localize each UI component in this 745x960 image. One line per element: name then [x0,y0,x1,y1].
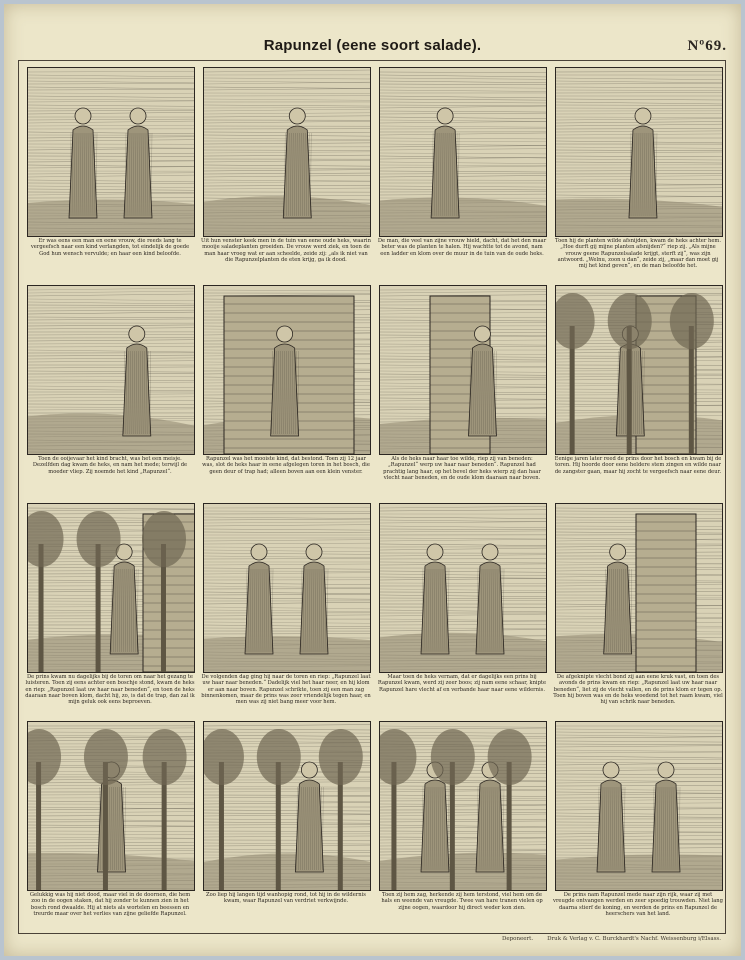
panel-8 [550,281,726,499]
figure-silhouette [110,544,138,654]
print-sheet [4,4,741,956]
figure-silhouette [604,544,632,654]
panel-caption: Zoo liep hij langen tijd wanhopig rond, tot hij in de wildernis kwam, waar Rapunzel van verdriet verkwijnde. [206,892,366,905]
illustration-prince-in-forest [555,285,723,455]
illustration-prince-and-rapunzel [203,503,371,673]
illustration-couple-at-home [27,67,195,237]
panel-caption: De prins kwam nu dagelijks bij de toren om naar het gezang te luisteren. Toen zij eens achter een boschje stond, kwam de heks en riep: „Rapunzel laat uw haar naar beneden“, en toen de heks daaraan naar boven klom, dacht hij, zo, is dat de trap, dan zal ik mijn geluk ook eens beproeven. [25,674,195,706]
illustration-witch-takes-child [27,285,195,455]
illustration-royal-couple [555,721,723,891]
sheet-number: Nº69. [687,38,727,54]
panel-6 [198,281,374,499]
figure-silhouette [124,108,152,218]
illustration-witch-in-garden [555,67,723,237]
figure-silhouette [300,544,328,654]
panel-caption: De man, die veel van zijne vrouw hield, dacht, dat het den maar beter was de planten te halen. Hij wachtte tot de avond, nam een ladder en klom over de muur in de tuin van de oude heks. [377,238,547,257]
panel-grid [18,60,726,934]
illustration-blind-prince-wandering [203,721,371,891]
figure-silhouette [69,108,97,218]
illustration-tower-window [203,285,371,455]
panel-caption: Rapunzel was het mooiste kind, dat bestond. Toen zij 12 jaar was, slot de heks haar in eene afgelegen toren in het bosch, die geen deur of trap had; alleen boven aan een klein venster. [202,456,370,475]
sheet-title: Rapunzel (eene soort salade). [263,37,482,54]
panel-11 [374,499,550,717]
panel-caption: De afgeknipte vlecht bond zij aan eene kruk vast, en toen des avonds de prins kwam en riep: „Rapunzel laat uw haar naar beneden“, liet zij de vlecht vallen, en de prins klom er tegen op. Toen hij boven was en de heks woedend tot het raam kwam, viel hij van schrik naar beneden. [553,674,723,706]
panel-3 [374,63,550,281]
illustration-reunion [379,721,547,891]
figure-silhouette [245,544,273,654]
panel-caption: De prins nam Rapunzel mede naar zijn rijk, waar zij met vreugde ontvangen werden en zeer spoedig trouwden. Niet lang daarna stierf de koning, en werden de prins en Rapunzel de heerschers van het land. [553,892,723,917]
illustration-witch-cuts-hair [379,503,547,673]
panel-4 [550,63,726,281]
panel-caption: Toen de ooijevaar het kind bracht, was het een meisje. Dezelfden dag kwam de heks, en nam het mede; terwijl de moeder vliep. Zij noemde het kind „Rapunzel“. [32,456,188,475]
panel-14 [198,717,374,935]
panel-12 [550,499,726,717]
panel-10 [198,499,374,717]
figure-silhouette [283,108,311,218]
illustration-witch-climbs-hair [379,285,547,455]
panel-caption: Toen zij hem zag, herkende zij hem terstond, viel hem om de hals en weende van vreugde. Twee van hare tranen vielen op zijne oogen, waardoor hij direct weder kon zien. [381,892,543,911]
footer-publisher: Druk & Verlag v. C. Burckhardt's Nachf. Weissenburg i/Elsass. [547,936,721,942]
panel-caption: Er was eens een man en eene vrouw, die reeds lang te vergeefsch naar een kind verlangden, tot eindelijk de goede God hun wensch vervulde; en haar een kind beloofde. [30,238,190,257]
sheet-header [4,4,741,60]
footer-deposit-note: Deponeert. [502,936,534,942]
panel-caption: Eenige jaren later reed de prins door het bosch en kwam bij de toren. Hij hoorde door eene heldere stem zingen en wilde naar de zangster gaan, maar hij zocht te vergeefsch naar eene deur. [554,456,722,475]
panel-13 [22,717,198,935]
illustration-man-climbing-wall [379,67,547,237]
panel-9 [22,499,198,717]
illustration-prince-in-thorns [27,721,195,891]
figure-silhouette [431,108,459,218]
figure-silhouette [597,762,625,872]
figure-silhouette [123,326,151,436]
panel-5 [22,281,198,499]
panel-caption: Toen hij de planten wilde afsnijden, kwam de heks achter hem. „Hoe durft gij mijne planten afsnijden?“ riep zij. „Als mijne vrouw geene Rapunzelsalade krijgt, sterft zij“, was zijn antwoord. „Welnu, zoon u dan“, zeide zij, „maar dan moet gij mij het kind geven“, en de man beloofde het. [555,238,721,270]
panel-caption: Maar toen de heks vernam, dat er dagelijks een prins bij Rapunzel kwam, werd zij zeer boos; zij nam eene schaar, knipte Rapunzel hare vlecht af en verbande haar naar eene wildernis. [377,674,547,693]
panel-2 [198,63,374,281]
panel-caption: De volgenden dag ging hij naar de toren en riep: „Rapunzel laat uw haar naar beneden.“ Dadelijk viel het haar neer, en hij klom er aan naar boven. Rapunzel schrikte, toen zij een man zag binnenkomen, maar de prins was zeer vriendelijk tegen haar, en men was zij niet bang meer voor hem. [201,674,371,706]
panel-caption: Als de heks naar haar toe wilde, riep zij van beneden: „Rapunzel“ werp uw haar naar beneden“. Rapunzel had prachtig lang haar, op het bevel der heks wierp zij dan haar vlecht naar beneden, en de oude klom daaraan naar boven. [383,456,541,481]
panel-16 [550,717,726,935]
illustration-prince-listening [27,503,195,673]
illustration-prince-falls [555,503,723,673]
figure-silhouette [652,762,680,872]
panel-caption: Uit hun venster keek men in de tuin van eene oude heks, waarin mooije saladeplanten groeiden. De vrouw werd ziek, en toen de man haar vroeg wat er aan scheelde, zeide zij: „als ik niet van die Rapunzelplanten de eten krijg, ga ik dood. [201,238,371,263]
figure-silhouette [629,108,657,218]
figure-silhouette [476,544,504,654]
panel-7 [374,281,550,499]
figure-silhouette [421,544,449,654]
illustration-woman-at-window [203,67,371,237]
figure-silhouette [295,762,323,872]
panel-caption: Gelukkig was hij niet dood, maar viel in de doornen, die hem zoo in de oogen staken, dat hij zonder te kunnen zien in het bosch rond dwaalde. Hij at niets als wortelen en beessen en treurde maar over het verlies van zijne geliefde Rapunzel. [29,892,191,917]
panel-1 [22,63,198,281]
panel-15 [374,717,550,935]
